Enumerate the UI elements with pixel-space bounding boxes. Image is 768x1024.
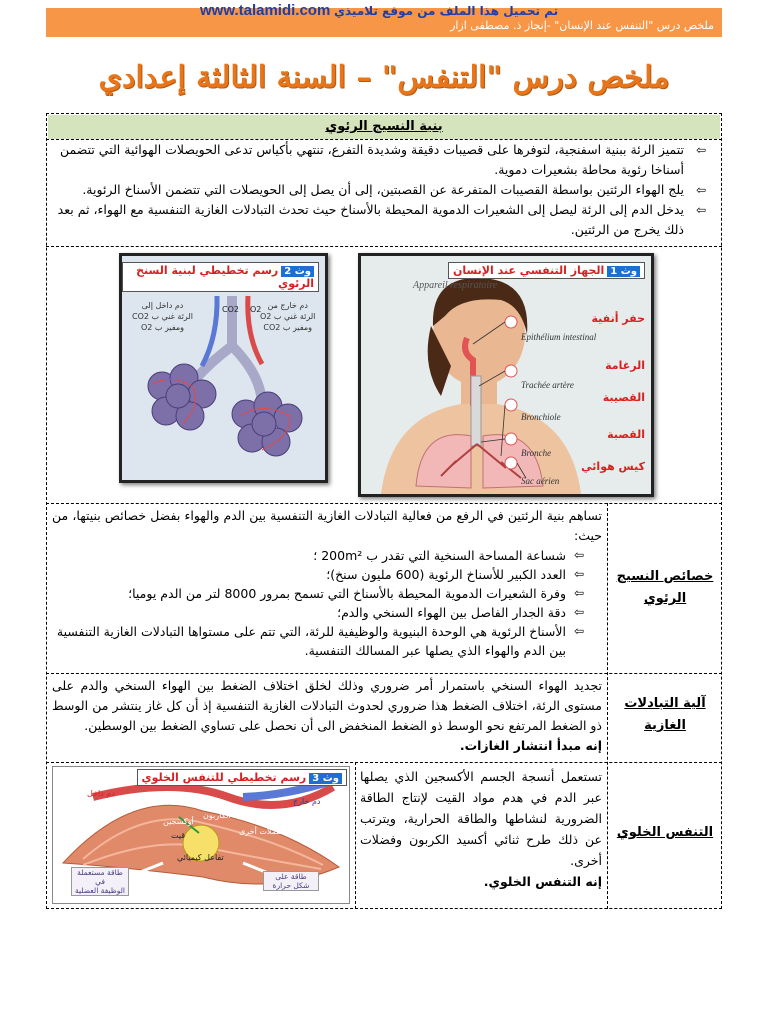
note-blood-in: دم داخل إلى الرئة غني ب CO2 ومفير ب O2 (132, 301, 193, 332)
list-item: ⇦ وفرة الشعيرات الدموية المحيطة بالأسناخ التي تسمح بمرور 8000 لتر من الدم يوميا؛ (128, 586, 584, 601)
mechanism-conclusion: إنه مبدأ انتشار الغازات. (459, 738, 602, 753)
gas-co2-label: CO2 (222, 305, 239, 314)
column-divider (355, 762, 356, 909)
properties-intro: تساهم بنية الرئتين في الرفع من فعالية التبادلات الغازية التنفسية بين الدم والهواء بفضل خصائص بنيتها، من حيث: (52, 508, 602, 543)
arrow-icon: ⇦ (573, 548, 584, 562)
label-fr: Sac aérien (521, 476, 560, 486)
box-energy-used: طاقة مستعملة في الوظيفة العضلية (71, 867, 129, 896)
row-content-properties (52, 506, 602, 660)
figure-title: وث 1الجهاز التنفسي عند الإنسان (448, 262, 645, 279)
label-air-sac: كيس هوائي (581, 460, 645, 473)
label-fr: Bronchiole (521, 412, 561, 422)
lung-structure-list (56, 140, 706, 240)
divider (46, 246, 722, 247)
label-bronchus: القصبة (607, 428, 645, 441)
label-co2: ثنائي أكسيد الكاربون (203, 811, 272, 820)
row-title-cellular: التنفس الخلوي (616, 825, 714, 840)
list-item: ⇦ يدخل الدم إلى الرئة ليصل إلى الشعيرات الدموية المحيطة بالأسناخ حيث تحدث التبادلات الغازية التنفسية مع الهواء، ثم بعد ذلك يخرج من الرئتين. (57, 202, 706, 237)
gas-o2-label: O2 (250, 305, 262, 314)
arrow-icon: ⇦ (695, 203, 706, 217)
download-note[interactable]: تم تحميل هذا الملف من موقع تلاميذي (334, 4, 559, 18)
figure-cellular-respiration (52, 766, 350, 904)
label-fr: Trachée artère (521, 380, 574, 390)
list-item: ⇦ العدد الكبير للأسناخ الرئوية (600 مليون سنخ)؛ (326, 567, 584, 582)
figure-title: وث 2رسم تخطيطي لبنية السنخ الرئوي (122, 262, 319, 292)
arrow-icon: ⇦ (695, 143, 706, 157)
list-item: ⇦ الأسناخ الرئوية هي الوحدة البنيوية والوظيفية للرئة، التي تتم على مستواها التبادلات الغازية التنفسية بين الدم والهواء الذي يصلها عبر المسالك التنفسية. (56, 624, 584, 658)
banner-summary: ملخص درس "التنفس عند الإنسان" -إنجاز ذ. مصطفى ازار (450, 19, 714, 32)
arrow-icon: ⇦ (695, 183, 706, 197)
list-item: ⇦ دقة الجدار الفاصل بين الهواء السنخي والدم؛ (337, 605, 584, 620)
label-blood-out: دم خارج (293, 797, 321, 806)
label-oxygen: أوكسجين (163, 817, 194, 826)
figure-respiratory-system (358, 253, 654, 497)
label-fr: Bronche (521, 448, 552, 458)
column-divider (607, 503, 608, 909)
divider (46, 762, 722, 763)
label-trachea: الرغامة (605, 359, 645, 372)
page-title: ملخص درس "التنفس" – السنة الثالثة إعدادي (98, 60, 670, 95)
box-energy-heat: طاقة على شكل حرارة (263, 871, 319, 891)
arrow-icon: ⇦ (573, 624, 584, 638)
row-title-properties: خصائص النسيج الرئوي (616, 569, 714, 606)
arrow-icon: ⇦ (573, 567, 584, 581)
properties-list (52, 546, 588, 660)
section-header-lung-structure: بنية النسيج الرئوي (48, 115, 720, 139)
note-blood-out: دم خارج من الرئة غني ب O2 ومفير ب CO2 (260, 301, 316, 332)
figure-title: وث 3رسم تخطيطي للتنفس الخلوي (137, 769, 347, 786)
label-waste: فضلات أخرى (239, 827, 283, 836)
label-reaction: تفاعل كيميائي (177, 853, 224, 862)
cellular-text: تستعمل أنسجة الجسم الأكسجين الذي يصلها عبر الدم في هدم مواد القيت لإنتاج الطاقة الضرورية لنشاطها والطاقة الحرارية، ويترتب عن ذلك طرح ثنائي أكسيد الكربون وفضلات أخرى. (360, 769, 602, 868)
list-item: ⇦ يلج الهواء الرئتين بواسطة القصيبات المتفرعة عن القصبتين، إلى أن يصل إلى الحويصلات التي تتضمن الأسناخ الرئوية. (56, 180, 706, 200)
arrow-icon: ⇦ (573, 605, 584, 619)
label-bronchiole: القصيبة (602, 391, 645, 404)
figure-alveolus (119, 253, 328, 483)
list-item: ⇦ شساعة المساحة السنخية التي تقدر ب 200m² ؛ (313, 548, 584, 563)
label-blood-in: دم داخل (87, 789, 115, 798)
row-content-cellular (360, 766, 602, 892)
arrow-icon: ⇦ (573, 586, 584, 600)
mechanism-text: تجديد الهواء السنخي باستمرار أمر ضروري وذلك لخلق اختلاف الضغط بين الهواء السنخي والدم على مستوى الرئة، اختلاف الضغط هذا ضروري لحدوث التبادلات الغازية التنفسية إذ أن كل غاز ينتشر من الوسط ذو الضغط المرتفع نحو الوسط ذو الضغط المنخفض الى أن نحصل على تساوي الضغط بين الوسطين. (52, 678, 602, 733)
header-banner (46, 2, 722, 37)
row-content-mechanism (52, 676, 602, 756)
respiratory-diagram (361, 256, 651, 494)
divider (46, 503, 722, 504)
site-link[interactable]: www.talamidi.com (200, 2, 331, 19)
row-title-mechanism: آلية التبادلات الغازية (624, 696, 706, 733)
label-nasal-cavity: حفر أنفية (591, 312, 645, 325)
divider (46, 673, 722, 674)
cellular-conclusion: إنه التنفس الخلوي. (483, 874, 602, 889)
label-fr: Epithélium intestinal (521, 332, 597, 342)
figure-subtitle: Appareil respiratoire (413, 280, 498, 291)
list-item: ⇦ تتميز الرئة ببنية اسفنجية، لتوفرها على قصيبات دقيقة وشديدة التفرع، تنتهي بأكياس تدعى الحويصلات الهوائية التي تتضمن أسناخا رئوية محاطة بشعيرات دموية. (59, 142, 706, 177)
label-glucose: قيت (171, 831, 186, 840)
